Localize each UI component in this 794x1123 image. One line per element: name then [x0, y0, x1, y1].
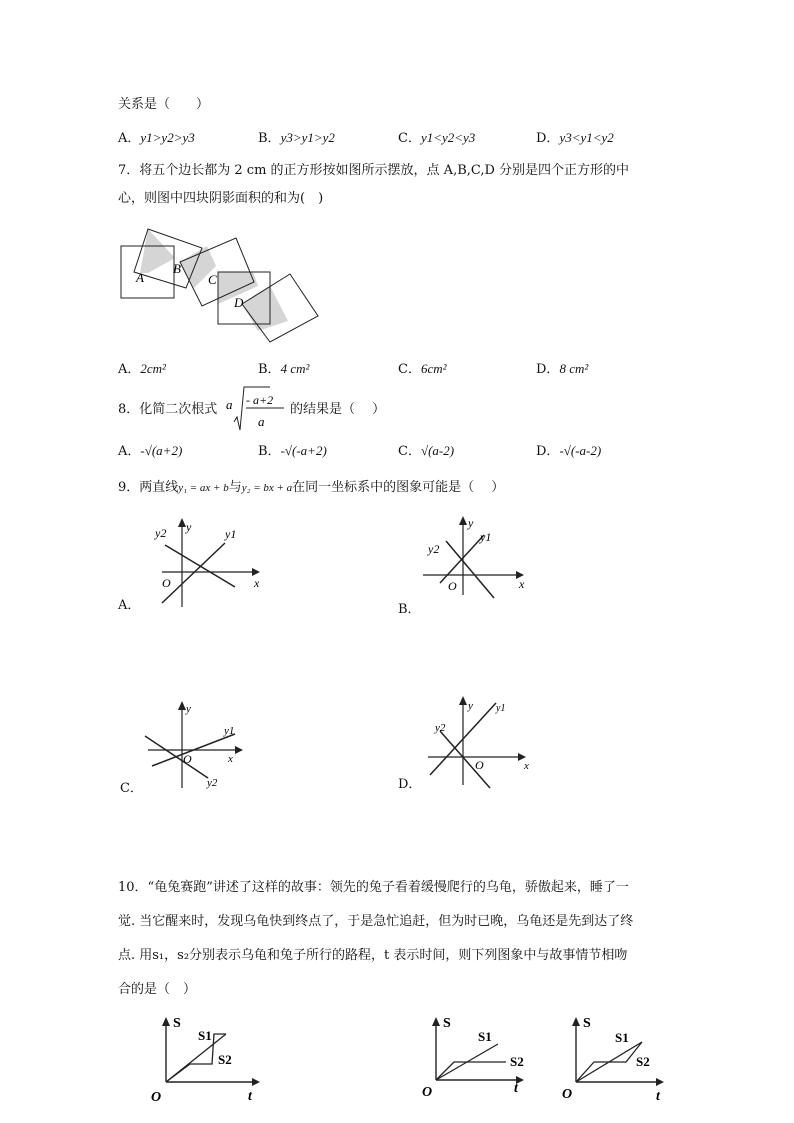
q6-option-d: D．y3<y1<y2: [536, 130, 614, 146]
label-y2: y2: [155, 526, 167, 540]
line-y1: [162, 543, 225, 603]
q8-radical-expression: [226, 384, 288, 434]
q9-option-a: A．: [118, 598, 141, 613]
q8-option-a: A．-√(a+2): [118, 443, 183, 459]
label-y: y: [468, 516, 474, 530]
label-t: t: [248, 1089, 252, 1104]
label-origin: O: [422, 1085, 433, 1100]
s-arrow: [572, 1017, 580, 1026]
label-s2: S2: [218, 1052, 232, 1067]
q6-option-b: B．y3>y1>y2: [258, 130, 335, 146]
label-y1: y1: [225, 527, 237, 541]
label-b: B: [173, 261, 181, 276]
q10-stem-line2: 觉. 当它醒来时，发现乌龟快到终点了，于是急忙追赶，但为时已晚，乌龟还是先到达了终: [118, 914, 634, 929]
s-arrow: [432, 1017, 440, 1026]
label-y2: y2: [207, 777, 218, 789]
q7-option-d: D．8 cm²: [536, 361, 589, 377]
label-y1: y1: [496, 703, 506, 714]
x-arrow: [235, 746, 243, 754]
label-x: x: [228, 753, 233, 765]
q9-stem: 9．两直线y₁ = ax + b与y₂ = bx + a在同一坐标系中的图象可能是（ ）: [118, 480, 505, 495]
q7-option-b: B．4 cm²: [258, 361, 310, 377]
q10-stem-line1: 10．“龟兔赛跑”讲述了这样的故事：领先的兔子看着缓慢爬行的乌龟，骄傲起来，睡了一: [118, 880, 629, 895]
label-x: x: [524, 760, 529, 772]
label-s: S: [443, 1016, 451, 1031]
label-origin: O: [562, 1087, 573, 1102]
q10-graph-1: [148, 1012, 268, 1107]
q7-option-a: A．2cm²: [118, 361, 166, 377]
line-s2: [436, 1062, 506, 1080]
label-y: y: [186, 703, 191, 715]
q6-option-a: A．y1>y2>y3: [118, 130, 195, 146]
label-origin: O: [162, 576, 171, 590]
s-arrow: [162, 1017, 170, 1026]
label-s2: S2: [510, 1054, 524, 1069]
label-d: D: [234, 295, 244, 310]
label-y: y: [186, 520, 192, 534]
q9-option-c: C．: [120, 781, 143, 796]
q9-graph-a: [140, 515, 280, 610]
label-s2: S2: [636, 1054, 650, 1069]
label-s1: S1: [615, 1030, 629, 1045]
q10-graph-2: [418, 1012, 538, 1107]
y-arrow: [459, 516, 467, 525]
expr-a: a: [226, 397, 233, 412]
label-origin: O: [448, 579, 457, 593]
q8-option-d: D．-√(-a-2): [536, 443, 602, 459]
label-origin: O: [151, 1090, 162, 1105]
expr-denominator: a: [258, 414, 265, 429]
label-y2: y2: [435, 722, 446, 734]
expr-numerator: - a+2: [246, 393, 274, 407]
q8-stem-post: 的结果是（ ）: [290, 402, 386, 417]
label-a: A: [136, 270, 144, 285]
y-arrow: [178, 701, 186, 710]
q9-graph-d: [418, 693, 548, 788]
label-t: t: [514, 1081, 518, 1096]
label-y: y: [468, 700, 473, 712]
q7-squares-figure: [118, 226, 323, 346]
q10-stem-line3: 点. 用s₁，s₂分别表示乌龟和兔子所行的路程，t 表示时间，则下列图象中与故事情节相吻: [118, 948, 628, 963]
label-origin: O: [475, 758, 484, 772]
shaded-region-a: [140, 229, 175, 273]
t-arrow: [252, 1078, 260, 1086]
y-arrow: [178, 518, 186, 527]
q10-graph-3: [558, 1012, 678, 1107]
q7-option-c: C．6cm²: [398, 361, 447, 377]
q6-stem-tail: 关系是（ ）: [118, 97, 210, 112]
label-y2: y2: [428, 542, 440, 556]
y-arrow: [459, 696, 467, 705]
q10-stem-line4: 合的是（ ）: [118, 982, 197, 997]
label-y1: y1: [480, 530, 492, 544]
q6-option-c: C．y1<y2<y3: [398, 130, 476, 146]
label-s: S: [173, 1016, 181, 1031]
q8-option-c: C．√(a-2): [398, 443, 455, 459]
line-y2: [165, 545, 235, 587]
label-y1: y1: [224, 725, 235, 737]
q9-graph-b: [418, 513, 548, 598]
q9-option-b: B．: [398, 602, 421, 617]
q9-graph-c: [140, 698, 260, 793]
q7-stem-line2: 心，则图中四块阴影面积的和为( ): [118, 191, 324, 206]
label-s: S: [583, 1016, 591, 1031]
label-s1: S1: [478, 1029, 492, 1044]
label-s1: S1: [198, 1028, 212, 1043]
q8-option-b: B．-√(-a+2): [258, 443, 327, 459]
label-x: x: [519, 577, 525, 591]
label-c: C: [208, 272, 217, 287]
label-origin: O: [183, 752, 192, 766]
label-x: x: [254, 576, 260, 590]
q8-stem-pre: 8．化简二次根式: [118, 402, 218, 417]
line-y2: [145, 736, 208, 778]
q9-option-d: D．: [398, 777, 422, 792]
label-t: t: [656, 1089, 660, 1104]
q7-stem-line1: 7．将五个边长都为 2 cm 的正方形按如图所示摆放，点 A,B,C,D 分别是四个正方形的中: [118, 163, 630, 178]
t-arrow: [656, 1078, 664, 1086]
x-arrow: [252, 568, 260, 576]
